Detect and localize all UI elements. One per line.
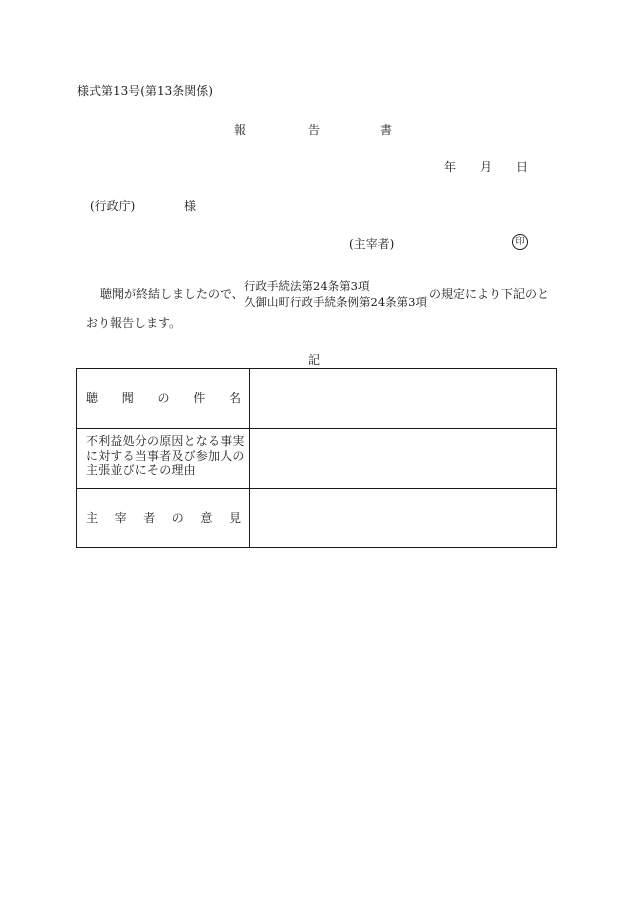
- presider-label: (主宰者): [349, 237, 395, 251]
- presider-opinion-char: 意: [200, 511, 213, 525]
- facts-claims-line: に対する当事者及び参加人の: [86, 448, 245, 463]
- body-tail-text: の規定により下記のと: [429, 287, 550, 301]
- date-year-label: 年: [444, 160, 457, 174]
- table-row-hearing-case: [77, 369, 556, 428]
- presider-opinion-char: の: [171, 511, 184, 525]
- hearing-case-char: 聞: [121, 391, 134, 405]
- date-day-label: 日: [516, 160, 529, 174]
- form-number: 様式第13号(第13条関係): [77, 84, 213, 98]
- hearing-case-char: 名: [228, 391, 241, 405]
- presider-opinion-label: [86, 511, 241, 525]
- value-cell-hearing-case[interactable]: [250, 369, 556, 428]
- value-cell-facts-claims[interactable]: [250, 429, 556, 488]
- label-cell-facts-claims: [77, 429, 250, 488]
- label-cell-presider-opinion: [77, 489, 250, 548]
- table-row-presider-opinion: [77, 488, 556, 548]
- hearing-case-label: [86, 391, 241, 405]
- title-char-1: 報: [234, 123, 247, 137]
- presider-opinion-char: 者: [143, 511, 156, 525]
- hearing-case-char: 件: [193, 391, 206, 405]
- law-reference-ordinance: 久御山町行政手続条例第24条第3項: [244, 295, 427, 309]
- presider-opinion-char: 宰: [114, 511, 127, 525]
- title-char-3: 書: [380, 123, 393, 137]
- facts-claims-line: 主張並びにその理由: [86, 463, 196, 477]
- report-table: [76, 368, 557, 548]
- seal-mark: 印: [512, 234, 528, 250]
- table-row-facts-claims: [77, 428, 556, 488]
- date-month-label: 月: [480, 160, 493, 174]
- hearing-case-char: 聴: [86, 391, 99, 405]
- body-lead-text: 聴聞が終結しましたので、: [100, 287, 244, 301]
- ki-heading: 記: [308, 353, 321, 367]
- addressee-agency: (行政庁): [90, 199, 136, 213]
- title-char-2: 告: [308, 123, 321, 137]
- facts-claims-label: [86, 434, 245, 478]
- presider-opinion-char: 主: [86, 511, 99, 525]
- addressee-honorific: 様: [184, 199, 197, 213]
- hearing-case-char: の: [157, 391, 170, 405]
- law-reference-act: 行政手続法第24条第3項: [244, 279, 370, 293]
- facts-claims-line: 不利益処分の原因となる事実: [86, 434, 245, 448]
- presider-opinion-char: 見: [228, 511, 241, 525]
- value-cell-presider-opinion[interactable]: [250, 489, 556, 548]
- label-cell-hearing-case: [77, 369, 250, 428]
- body-second-line: おり報告します。: [86, 316, 182, 330]
